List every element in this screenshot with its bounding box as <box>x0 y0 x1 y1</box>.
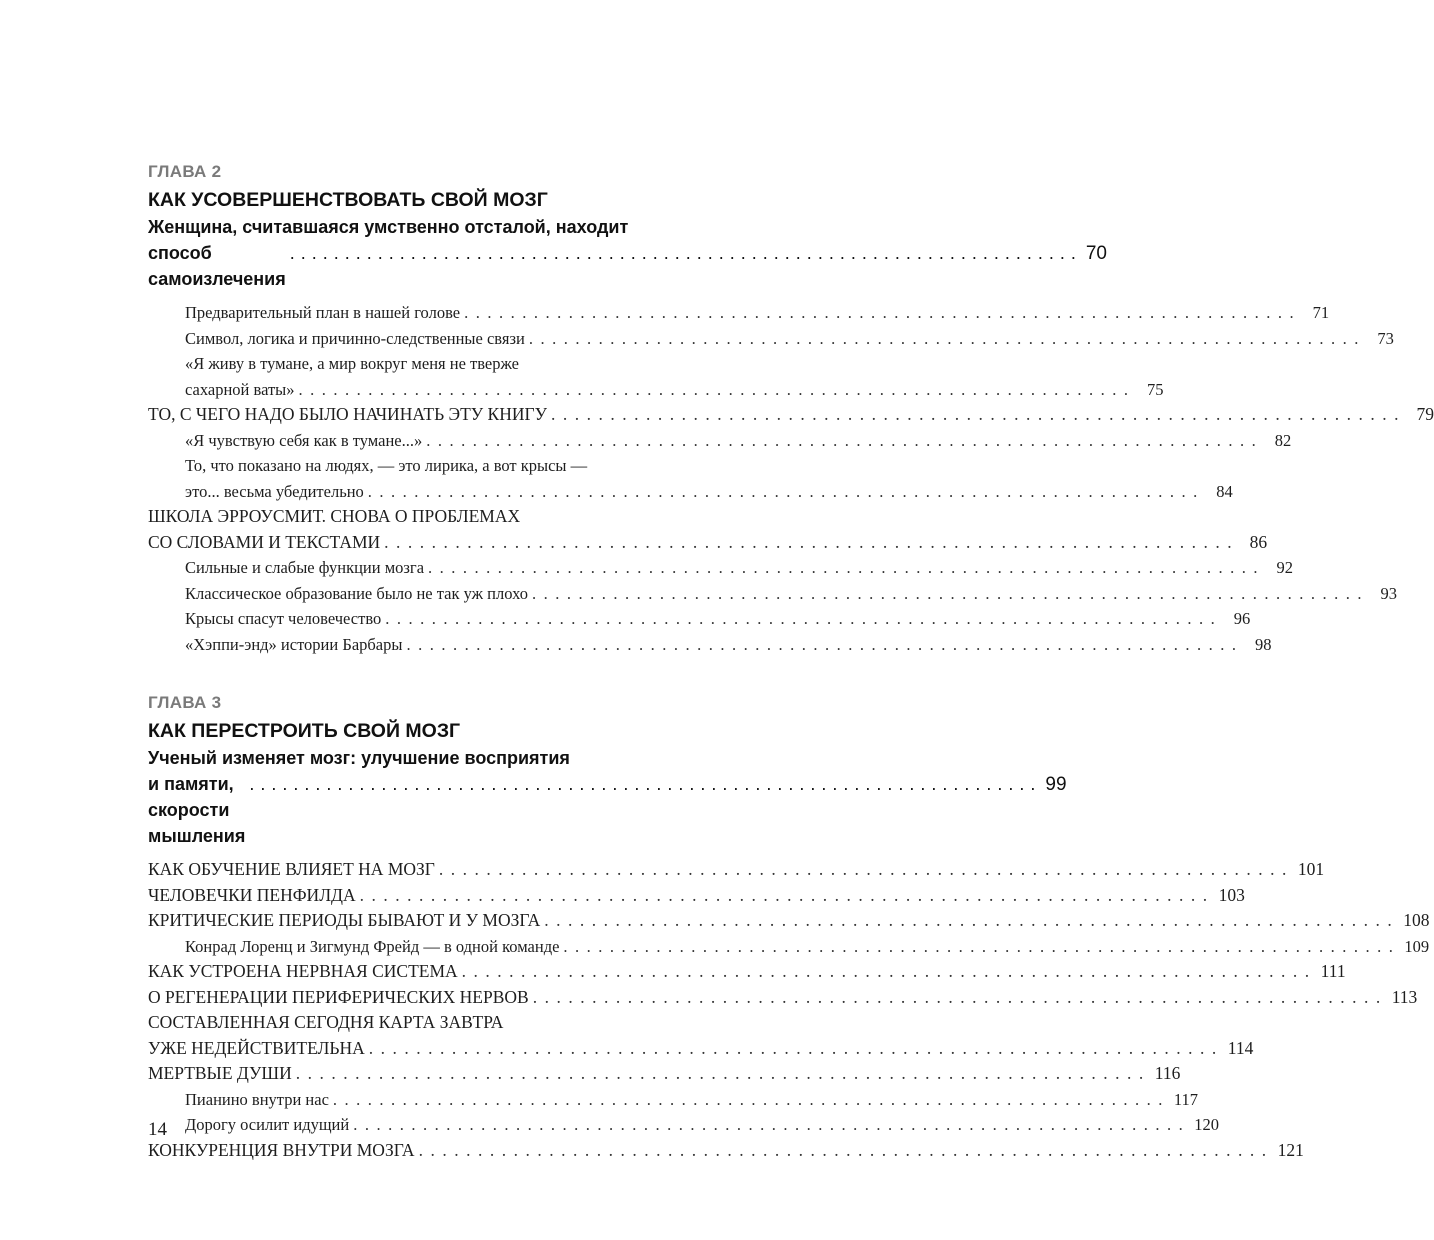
toc-entry-text: «Я чувствую себя как в тумане...» <box>185 430 423 450</box>
toc-entry[interactable] <box>148 377 1164 403</box>
dot-leader: ........................................................................ <box>249 774 1042 794</box>
dot-leader: ........................................................................ <box>426 430 1264 450</box>
toc-entry-text: МЕРТВЫЕ ДУШИ <box>148 1063 292 1083</box>
dot-leader: ........................................................................ <box>332 1089 1170 1109</box>
dot-leader: ........................................................................ <box>464 303 1302 322</box>
dot-leader: ........................................................................ <box>367 481 1205 501</box>
toc-section[interactable] <box>148 1036 1254 1062</box>
toc-entry-page: 98 <box>1254 634 1272 654</box>
chapter-3-label: ГЛАВА 3 <box>148 693 222 712</box>
toc-entry-page: 86 <box>1249 531 1268 552</box>
dot-leader: ........................................................................ <box>353 1115 1191 1134</box>
dot-leader: ........................................................................ <box>418 1139 1274 1160</box>
dot-leader: ........................................................................ <box>359 884 1215 905</box>
toc-entry[interactable] <box>148 1087 1199 1113</box>
dot-leader: ........................................................................ <box>298 379 1136 399</box>
dot-leader: ........................................................................ <box>528 328 1366 348</box>
toc-entry-text: КАК УСТРОЕНА НЕРВНАЯ СИСТЕМА <box>148 961 458 981</box>
toc-entry[interactable] <box>148 581 1397 607</box>
toc-entry[interactable] <box>148 606 1251 632</box>
toc-entry-text: Сильные и слабые функции мозга <box>185 558 425 577</box>
toc-entry-page: 84 <box>1216 481 1233 501</box>
toc-entry[interactable] <box>148 428 1292 454</box>
toc-entry[interactable] <box>148 300 1330 326</box>
toc-entry-page: 120 <box>1194 1115 1219 1134</box>
toc-entry-text: это... весьма убедительно <box>185 481 364 501</box>
dot-leader: ........................................................................ <box>438 859 1294 879</box>
toc-entry[interactable] <box>148 326 1394 352</box>
dot-leader: ........................................................................ <box>428 558 1266 577</box>
toc-entry-line-1: «Я живу в тумане, а мир вокруг меня не тверже <box>185 354 519 373</box>
toc-entry-text: КОНКУРЕНЦИЯ ВНУТРИ МОЗГА <box>148 1139 415 1160</box>
toc-entry-text: Символ, логика и причинно-следственные связи <box>185 328 525 348</box>
toc-entry-page: 103 <box>1218 884 1245 905</box>
toc-entry-page: 117 <box>1173 1089 1199 1109</box>
toc-entry-page: 75 <box>1147 379 1164 399</box>
toc-entry-text: Крысы спасут человечество <box>185 609 382 628</box>
dot-leader: ........................................................................ <box>544 910 1400 930</box>
dot-leader: ........................................................................ <box>531 583 1369 603</box>
part-title-line-1: Женщина, считавшаяся умственно отсталой, находит <box>148 217 629 237</box>
toc-entry-page: 111 <box>1320 961 1346 981</box>
toc-section[interactable] <box>148 908 1430 934</box>
toc-entry-page: 116 <box>1154 1063 1181 1083</box>
dot-leader: ........................................................................ <box>368 1037 1224 1058</box>
toc-entry-page: 71 <box>1312 303 1330 322</box>
toc-section-line-1: СОСТАВЛЕННАЯ СЕГОДНЯ КАРТА ЗАВТРА <box>148 1012 504 1032</box>
toc-entry[interactable] <box>148 1112 1219 1138</box>
toc-section[interactable] <box>148 402 1434 428</box>
toc-entry[interactable] <box>148 632 1272 658</box>
toc-section[interactable] <box>148 1138 1304 1164</box>
chapter-2-title: КАК УСОВЕРШЕНСТВОВАТЬ СВОЙ МОЗГ <box>148 189 548 211</box>
dot-leader: ........................................................................ <box>385 609 1223 628</box>
toc-section[interactable] <box>148 1061 1181 1087</box>
toc-entry-page: 114 <box>1227 1037 1254 1058</box>
toc-entry-page: 109 <box>1404 936 1430 956</box>
toc-entry-text: Пианино внутри нас <box>185 1089 329 1109</box>
dot-leader: ........................................................................ <box>384 531 1240 552</box>
toc-entry-text: СО СЛОВАМИ И ТЕКСТАМИ <box>148 531 381 552</box>
part-title-line-2: и памяти, скорости мышления <box>148 774 246 846</box>
chapter-3-part-title <box>148 745 1067 849</box>
toc-entry-text: УЖЕ НЕДЕЙСТВИТЕЛЬНА <box>148 1037 365 1058</box>
chapter-3-title: КАК ПЕРЕСТРОИТЬ СВОЙ МОЗГ <box>148 720 461 742</box>
toc-entry-text: ЧЕЛОВЕЧКИ ПЕНФИЛДА <box>148 884 356 905</box>
toc-entry[interactable] <box>148 555 1294 581</box>
toc-entry-text: «Хэппи-энд» истории Барбары <box>185 634 403 654</box>
toc-entry-page: 82 <box>1274 430 1292 450</box>
toc-entry-text: Конрад Лоренц и Зигмунд Фрейд — в одной команде <box>185 936 560 956</box>
dot-leader: ........................................................................ <box>563 936 1401 956</box>
toc-entry-line-1: То, что показано на людях, — это лирика, а вот крысы — <box>185 456 588 475</box>
toc-entry-page: 93 <box>1380 583 1397 603</box>
chapter-2-label: ГЛАВА 2 <box>148 162 222 181</box>
dot-leader: ........................................................................ <box>289 243 1082 263</box>
toc-entry-text: КРИТИЧЕСКИЕ ПЕРИОДЫ БЫВАЮТ И У МОЗГА <box>148 910 541 930</box>
toc-entry-text: Предварительный план в нашей голове <box>185 303 461 322</box>
toc-entry-text: Дорогу осилит идущий <box>185 1115 350 1134</box>
dot-leader: ........................................................................ <box>461 961 1317 981</box>
dot-leader: ........................................................................ <box>406 634 1244 654</box>
toc-section[interactable] <box>148 883 1245 909</box>
toc-entry-text: ТО, С ЧЕГО НАДО БЫЛО НАЧИНАТЬ ЭТУ КНИГУ <box>148 404 548 424</box>
dot-leader: ........................................................................ <box>551 404 1407 424</box>
toc-section[interactable] <box>148 530 1268 556</box>
table-of-contents <box>148 158 1434 1163</box>
part-page-number: 99 <box>1045 774 1067 795</box>
part-page-number: 70 <box>1085 243 1107 264</box>
toc-entry-page: 73 <box>1377 328 1394 348</box>
toc-entry-page: 79 <box>1416 404 1434 424</box>
dot-leader: ........................................................................ <box>295 1063 1151 1083</box>
toc-entry-page: 108 <box>1403 910 1430 930</box>
dot-leader: ........................................................................ <box>532 986 1388 1007</box>
toc-entry-text: КАК ОБУЧЕНИЕ ВЛИЯЕТ НА МОЗГ <box>148 859 435 879</box>
toc-entry-text: О РЕГЕНЕРАЦИИ ПЕРИФЕРИЧЕСКИХ НЕРВОВ <box>148 986 529 1007</box>
chapter-2-part-title <box>148 214 1107 292</box>
toc-entry-page: 121 <box>1277 1139 1304 1160</box>
toc-entry-text: сахарной ваты» <box>185 379 295 399</box>
part-title-line-1: Ученый изменяет мозг: улучшение восприятия <box>148 748 570 768</box>
toc-entry[interactable] <box>148 934 1430 960</box>
page-number: 14 <box>148 1119 167 1140</box>
toc-entry[interactable] <box>148 479 1233 505</box>
toc-entry-page: 96 <box>1233 609 1251 628</box>
toc-entry-page: 101 <box>1297 859 1325 879</box>
toc-entry-page: 113 <box>1391 986 1418 1007</box>
toc-section[interactable] <box>148 857 1325 883</box>
toc-section[interactable] <box>148 985 1418 1011</box>
toc-section[interactable] <box>148 959 1346 985</box>
toc-entry-page: 92 <box>1276 558 1294 577</box>
toc-entry-text: Классическое образование было не так уж плохо <box>185 583 528 603</box>
toc-section-line-1: ШКОЛА ЭРРОУСМИТ. СНОВА О ПРОБЛЕМАХ <box>148 506 521 526</box>
part-title-line-2: способ самоизлечения <box>148 243 286 289</box>
